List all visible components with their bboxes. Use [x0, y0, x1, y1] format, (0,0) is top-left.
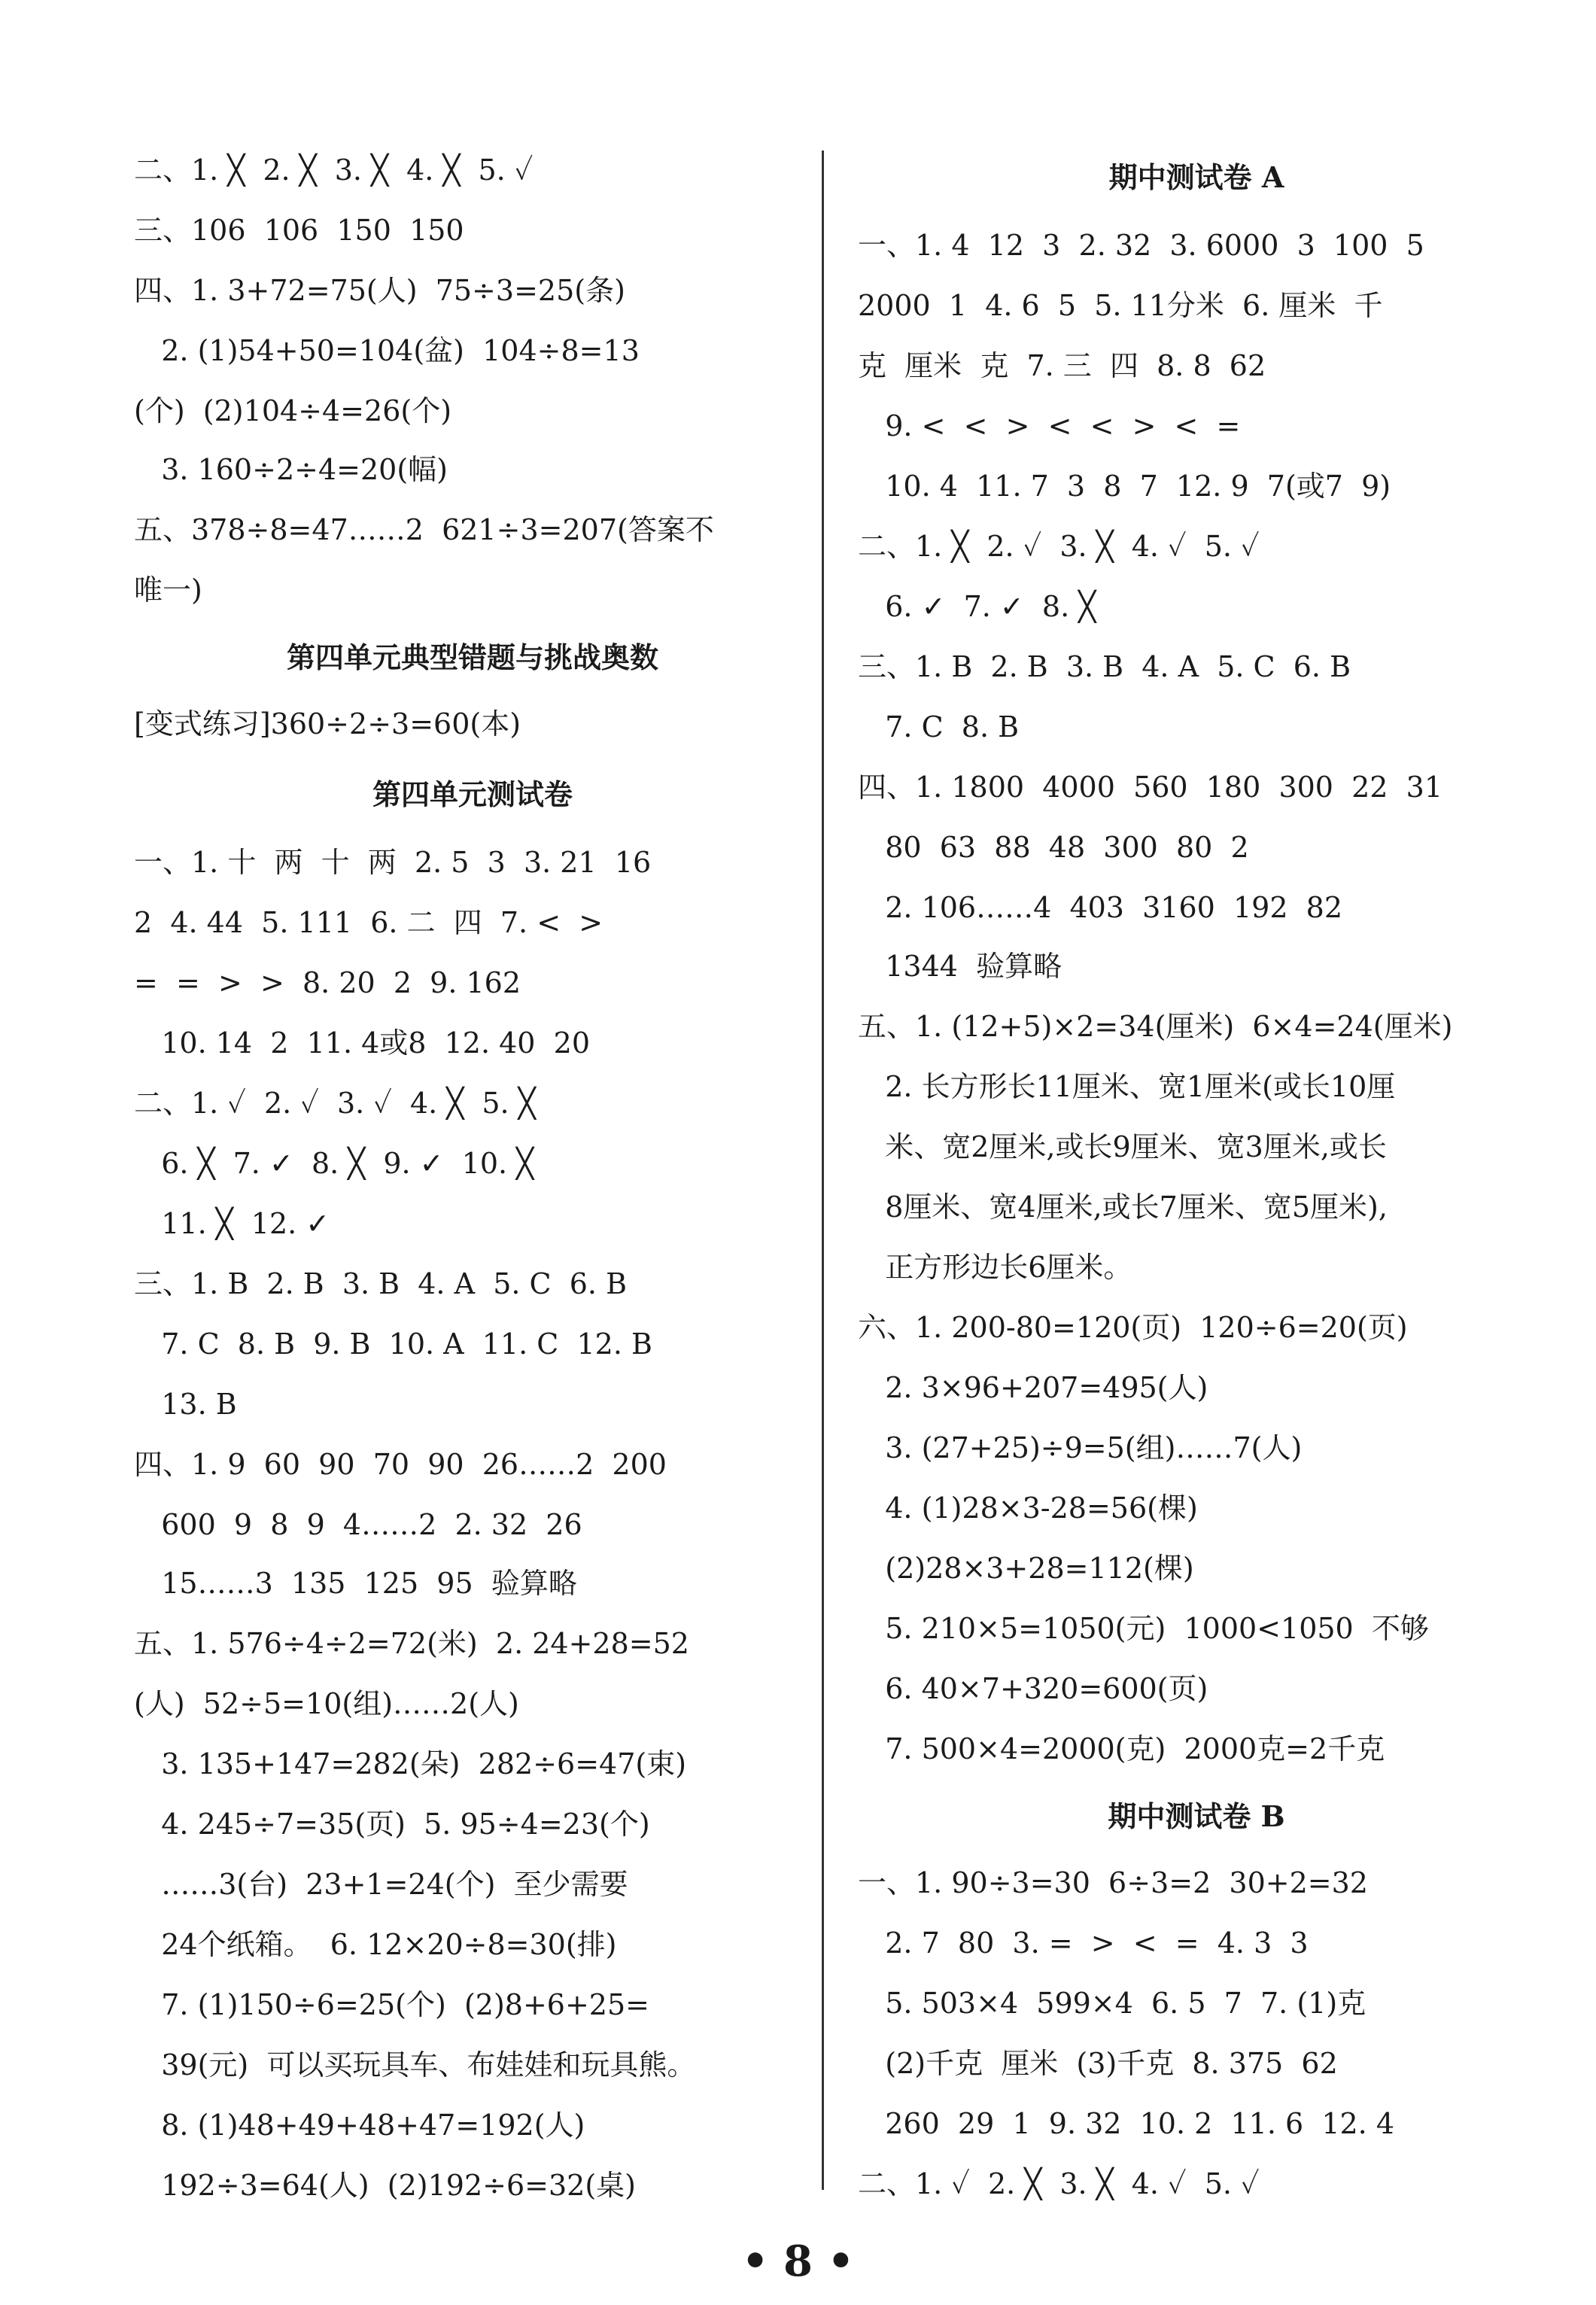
- answer-line: 1344 验算略: [858, 950, 1062, 983]
- answer-line: 二、1. ╳ 2. ╳ 3. ╳ 4. ╳ 5. ✓: [134, 154, 534, 187]
- answer-line: 260 29 1 9. 32 10. 2 11. 6 12. 4: [858, 2107, 1395, 2140]
- answer-line: 2. 长方形长11厘米、宽1厘米(或长10厘: [858, 1070, 1396, 1103]
- answer-line: 24个纸箱。 6. 12×20÷8=30(排): [134, 1928, 617, 1961]
- answer-line: 五、1. 576÷4÷2=72(米) 2. 24+28=52: [134, 1627, 689, 1660]
- answer-line: 7. (1)150÷6=25(个) (2)8+6+25=: [134, 1988, 650, 2021]
- answer-line: [变式练习]360÷2÷3=60(本): [134, 707, 521, 740]
- answer-line: 7. C 8. B: [858, 710, 1020, 743]
- answer-line: 6. ╳ 7. ✓ 8. ╳ 9. ✓ 10. ╳: [134, 1147, 534, 1180]
- answer-line: 三、1. B 2. B 3. B 4. A 5. C 6. B: [134, 1267, 628, 1300]
- answer-line: 7. 500×4=2000(克) 2000克=2千克: [858, 1732, 1385, 1765]
- answer-line: 三、106 106 150 150: [134, 214, 464, 247]
- answer-line: = = > > 8. 20 2 9. 162: [134, 966, 521, 999]
- answer-line: 克 厘米 克 7. 三 四 8. 8 62: [858, 349, 1266, 382]
- answer-line: 五、1. (12+5)×2=34(厘米) 6×4=24(厘米): [858, 1010, 1453, 1043]
- answer-line: 4. (1)28×3-28=56(棵): [858, 1492, 1198, 1525]
- section-title: 第四单元测试卷: [372, 777, 573, 811]
- answer-line: 5. 503×4 599×4 6. 5 7 7. (1)克: [858, 1987, 1366, 2020]
- answer-line: (2)千克 厘米 (3)千克 8. 375 62: [858, 2047, 1338, 2080]
- answer-line: 15……3 135 125 95 验算略: [134, 1567, 577, 1600]
- answer-line: 4. 245÷7=35(页) 5. 95÷4=23(个): [134, 1808, 650, 1841]
- answer-line: 2 4. 44 5. 111 6. 二 四 7. < >: [134, 906, 603, 939]
- answer-line: 600 9 8 9 4……2 2. 32 26: [134, 1508, 582, 1541]
- answer-line: 2. 3×96+207=495(人): [858, 1371, 1208, 1404]
- answer-line: 10. 4 11. 7 3 8 7 12. 9 7(或7 9): [858, 470, 1391, 503]
- section-title: 期中测试卷 A: [1108, 160, 1284, 194]
- answer-line: 2. (1)54+50=104(盆) 104÷8=13: [134, 334, 640, 367]
- page-number: • 8 •: [741, 2237, 855, 2286]
- answer-line: (人) 52÷5=10(组)……2(人): [134, 1687, 519, 1720]
- answer-line: 二、1. ✓ 2. ╳ 3. ╳ 4. ✓ 5. ✓: [858, 2167, 1260, 2200]
- answer-line: (个) (2)104÷4=26(个): [134, 394, 452, 427]
- answer-line: 正方形边长6厘米。: [858, 1251, 1132, 1284]
- section-title: 第四单元典型错题与挑战奥数: [286, 640, 658, 674]
- answer-line: 11. ╳ 12. ✓: [134, 1207, 330, 1240]
- answer-line: 13. B: [134, 1388, 237, 1421]
- answer-line: 3. 160÷2÷4=20(幅): [134, 453, 448, 486]
- section-title: 期中测试卷 B: [1108, 1799, 1285, 1833]
- answer-line: 3. 135+147=282(朵) 282÷6=47(束): [134, 1747, 687, 1780]
- answer-line: 三、1. B 2. B 3. B 4. A 5. C 6. B: [858, 650, 1351, 683]
- answer-line: 2. 7 80 3. = > < = 4. 3 3: [858, 1926, 1309, 1960]
- answer-line: 2. 106……4 403 3160 192 82: [858, 891, 1343, 924]
- answer-line: (2)28×3+28=112(棵): [858, 1552, 1194, 1585]
- answer-line: 五、378÷8=47……2 621÷3=207(答案不: [134, 513, 714, 546]
- answer-line: 六、1. 200-80=120(页) 120÷6=20(页): [858, 1311, 1408, 1344]
- answer-line: 7. C 8. B 9. B 10. A 11. C 12. B: [134, 1327, 652, 1361]
- answer-line: 39(元) 可以买玩具车、布娃娃和玩具熊。: [134, 2048, 696, 2081]
- answer-line: 3. (27+25)÷9=5(组)……7(人): [858, 1431, 1303, 1464]
- column-divider: [822, 151, 824, 2190]
- answer-line: 6. ✓ 7. ✓ 8. ╳: [858, 590, 1096, 623]
- answer-line: ……3(台) 23+1=24(个) 至少需要: [134, 1868, 628, 1901]
- answer-line: 一、1. 90÷3=30 6÷3=2 30+2=32: [858, 1866, 1368, 1899]
- answer-line: 一、1. 十 两 十 两 2. 5 3 3. 21 16: [134, 846, 652, 879]
- answer-line: 6. 40×7+320=600(页): [858, 1672, 1208, 1705]
- answer-line: 192÷3=64(人) (2)192÷6=32(桌): [134, 2169, 637, 2202]
- answer-line: 5. 210×5=1050(元) 1000<1050 不够: [858, 1612, 1429, 1645]
- answer-line: 10. 14 2 11. 4或8 12. 40 20: [134, 1026, 590, 1060]
- answer-line: 米、宽2厘米,或长9厘米、宽3厘米,或长: [858, 1130, 1387, 1163]
- answer-line: 8厘米、宽4厘米,或长7厘米、宽5厘米),: [858, 1191, 1388, 1224]
- answer-line: 四、1. 3+72=75(人) 75÷3=25(条): [134, 274, 625, 307]
- answer-line: 一、1. 4 12 3 2. 32 3. 6000 3 100 5: [858, 229, 1424, 262]
- answer-line: 二、1. ╳ 2. ✓ 3. ╳ 4. ✓ 5. ✓: [858, 530, 1260, 563]
- answer-line: 80 63 88 48 300 80 2: [858, 831, 1249, 864]
- answer-line: 唯一): [134, 573, 202, 607]
- answer-line: 8. (1)48+49+48+47=192(人): [134, 2109, 585, 2142]
- answer-line: 四、1. 1800 4000 560 180 300 22 31: [858, 771, 1442, 804]
- answer-line: 四、1. 9 60 90 70 90 26……2 200: [134, 1448, 667, 1481]
- answer-line: 2000 1 4. 6 5 5. 11分米 6. 厘米 千: [858, 289, 1383, 322]
- answer-line: 9. < < > < < > < =: [858, 409, 1241, 442]
- answer-line: 二、1. ✓ 2. ✓ 3. ✓ 4. ╳ 5. ╳: [134, 1087, 536, 1120]
